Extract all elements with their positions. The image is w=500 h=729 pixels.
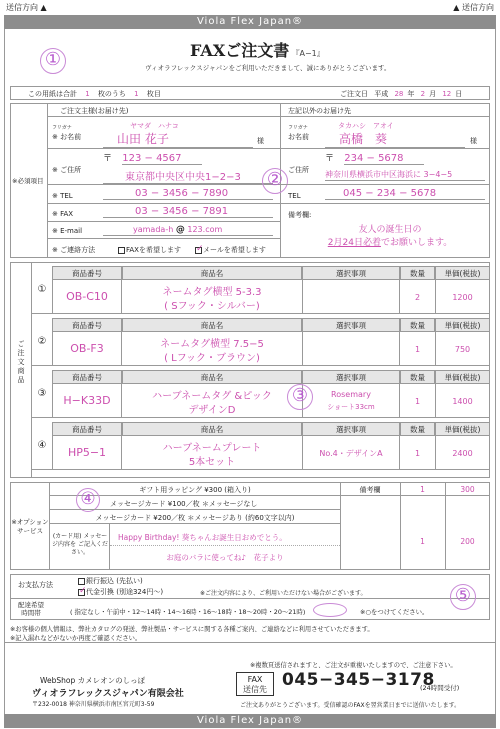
orderer-postal: 123 − 4567 — [122, 153, 201, 165]
pages-total: 1 — [85, 90, 90, 98]
order-date: ご注文日 平成 28 年 2 月 12 日 — [340, 90, 463, 98]
pages-label-c: 枚目 — [146, 90, 161, 98]
product-quantity: 1 — [414, 345, 421, 354]
recipient-name: 高橋 葵 — [325, 130, 465, 148]
product-option-line-1: Rosemary — [331, 390, 371, 399]
page-title — [190, 38, 325, 61]
product-name-line-2: 5本セット — [188, 457, 236, 468]
remarks-label: 備考欄 — [359, 486, 381, 494]
marker-circle-5: ⑤ — [450, 584, 476, 610]
recipient-postal: 234 − 5678 — [344, 153, 423, 165]
title-main: FAXご注文書 — [190, 41, 290, 60]
orderer-furigana: ヤマダ ハナコ — [130, 122, 179, 130]
gift-price: 300 — [460, 485, 475, 494]
product-number: OB-C10 — [66, 290, 108, 303]
product-unit-price: 2400 — [452, 449, 473, 458]
pages-label-b: 枚のうち — [97, 90, 126, 98]
card-message-label: (カード用) メッセージ内容を ご記入ください。 — [52, 533, 108, 556]
header-product-number: 商品番号 — [52, 422, 122, 436]
card-message-line-1: Happy Birthday! 葵ちゃんお誕生日おめでとう。 — [118, 533, 287, 542]
payment-bank-option[interactable]: 銀行振込 (先払い) — [78, 576, 143, 586]
product-index: ④ — [37, 440, 47, 451]
card-price: 200 — [460, 537, 475, 546]
products-side-label: ご注文商品 — [17, 340, 25, 385]
orderer-fax: 03 − 3456 − 7891 — [103, 206, 273, 218]
product-name-line-1: ハーブネームプレート — [162, 443, 262, 454]
payment-label: お支払方法 — [18, 581, 53, 589]
orderer-tel: 03 − 3456 − 7890 — [103, 188, 273, 200]
product-name-line-1: ハーブネームタグ &ピック — [152, 391, 272, 402]
orderer-header: ご注文主様(お届け先) — [60, 107, 129, 115]
recipient-note-1: 友人の誕生日の — [358, 225, 422, 235]
payment-cod-checkbox[interactable] — [78, 585, 87, 596]
header-quantity: 数量 — [400, 422, 435, 436]
payment-cod-option[interactable]: ✓ 代金引換 (別途324円〜) — [79, 585, 164, 596]
product-unit-price: 1200 — [452, 293, 473, 302]
product-quantity: 2 — [414, 293, 421, 302]
recipient-header: 左記以外のお届け先 — [288, 107, 351, 115]
brand-bar-bottom: Viola Flex Japan® — [4, 714, 496, 728]
product-index: ③ — [37, 388, 47, 399]
header-product-number: 商品番号 — [52, 266, 122, 280]
product-unit-price: 1400 — [452, 397, 473, 406]
product-name-line-2: ( Sフック・シルバー) — [164, 301, 260, 312]
header-product-name: 商品名 — [122, 370, 302, 384]
header-unit-price: 単価(税抜) — [435, 266, 490, 280]
orderer-name: 山田 花子 — [103, 130, 253, 148]
send-direction-right: ▲ 送信方向 — [453, 3, 494, 12]
fax-destination-badge: FAX 送信先 — [236, 672, 274, 696]
recipient-furigana: タカハシ アオイ — [338, 122, 394, 130]
card-qty: 1 — [420, 537, 425, 546]
product-quantity: 1 — [414, 397, 421, 406]
product-option-line-2: ショート33cm — [327, 403, 375, 411]
product-option-line-1: No.4・デザインA — [319, 449, 383, 458]
marker-circle-1: ① — [40, 48, 66, 74]
gift-wrapping: ギフト用ラッピング ¥300 (箱入り) — [139, 486, 251, 494]
contact-mail-option[interactable]: ✓ メールを希望します — [196, 243, 266, 254]
privacy-line-2: ※記入漏れなどがないか再度ご確認ください。 — [10, 635, 142, 642]
title-code: 『A−1』 — [291, 49, 325, 58]
check-mark-icon: ✓ — [196, 243, 204, 254]
header-unit-price: 単価(税抜) — [435, 370, 490, 384]
brand-bar-top: Viola Flex Japan® — [4, 15, 496, 29]
required-label: ※必須項目 — [12, 177, 44, 185]
header-product-number: 商品番号 — [52, 318, 122, 332]
shop-name: WebShop カメレオンのしっぽ — [40, 676, 146, 685]
payment-note: ※ご注文内容により、ご利用いただけない場合がございます。 — [200, 590, 367, 597]
footer-thanks: ご注文ありがとうございます。受信確認のFAXを翌営業日までに送信いたします。 — [240, 702, 461, 709]
message-card-text: メッセージカード ¥200／枚 ＊メッセージあり (約60文字以内) — [95, 514, 295, 522]
fax-number: 045−345−3178 — [282, 670, 435, 690]
recipient-tel: 045 − 234 − 5678 — [325, 188, 485, 200]
message-card-plain: メッセージカード ¥100／枚 ＊メッセージなし — [110, 500, 258, 508]
send-direction-left: 送信方向 ▲ — [6, 3, 47, 12]
footer-notice: ※複数頁送信されますと、ご注文が重複いたしますので、ご注意下さい。 — [250, 662, 457, 669]
header-quantity: 数量 — [400, 266, 435, 280]
payment-bank-checkbox[interactable] — [78, 578, 85, 585]
header-quantity: 数量 — [400, 370, 435, 384]
header-product-name: 商品名 — [122, 318, 302, 332]
header-unit-price: 単価(税抜) — [435, 318, 490, 332]
product-name-line-2: ( Lフック・ブラウン) — [164, 353, 260, 364]
recipient-note-2: 2月24日必着でお願いします。 — [327, 238, 453, 248]
product-index: ② — [37, 336, 47, 347]
company-address: 〒232-0018 神奈川県横浜市南区宮元町3-59 — [32, 701, 155, 708]
product-quantity: 1 — [414, 449, 421, 458]
header-product-number: 商品番号 — [52, 370, 122, 384]
pages-current: 1 — [134, 90, 139, 98]
product-unit-price: 750 — [454, 345, 471, 354]
card-message-line-2: お庭のバラに使ってね♪ 花子より — [166, 553, 284, 562]
product-number: H−K33D — [63, 394, 111, 407]
header-quantity: 数量 — [400, 318, 435, 332]
orderer-address: 東京都中央区中央1−2−3 — [103, 168, 273, 184]
marker-circle-2: ② — [262, 168, 288, 194]
company-name: ヴィオラフレックスジャパン有限会社 — [32, 689, 184, 699]
delivery-note: ※○をつけてください。 — [360, 608, 429, 616]
product-number: HP5−1 — [67, 446, 107, 459]
privacy-line-1: ※お客様の個人情報は、弊社カタログの発送、弊社製品・サービスに関する各種ご案内、ご連絡などに利用させていただきます。 — [10, 626, 374, 633]
header-product-name: 商品名 — [122, 266, 302, 280]
check-mark-icon: ✓ — [79, 585, 87, 596]
header-option: 選択事項 — [302, 266, 400, 280]
recipient-address: 神奈川県横浜市中区海浜に 3−4−5 — [325, 169, 485, 181]
product-number: OB-F3 — [70, 342, 104, 355]
marker-circle-4: ④ — [76, 488, 100, 512]
delivery-selected-ring — [313, 603, 347, 617]
orderer-email: yamada-h @ 123.com — [103, 225, 273, 236]
delivery-times: ( 指定なし・午前中・12〜14時・14〜16時・16〜18時・18〜20時・20〜21時) — [70, 608, 306, 616]
contact-mail-checkbox[interactable] — [195, 243, 204, 254]
header-option: 選択事項 — [302, 370, 400, 384]
header-option: 選択事項 — [302, 422, 400, 436]
gift-qty: 1 — [420, 485, 425, 494]
contact-fax-option[interactable]: FAXを希望します — [118, 245, 181, 255]
contact-fax-checkbox[interactable] — [118, 247, 125, 254]
header-option: 選択事項 — [302, 318, 400, 332]
product-name-line-2: デザインD — [188, 405, 236, 416]
header-product-name: 商品名 — [122, 422, 302, 436]
header-unit-price: 単価(税抜) — [435, 422, 490, 436]
marker-circle-3: ③ — [287, 384, 313, 410]
product-index: ① — [37, 284, 47, 295]
fax-hours: (24時間受付) — [420, 684, 460, 692]
product-name-line-1: ネームタグ横型 7.5−5 — [160, 339, 264, 350]
title-subtitle: ヴィオラフレックスジャパンをご利用いただきまして、誠にありがとうございます。 — [145, 64, 391, 72]
product-name-line-1: ネームタグ横型 5-3.3 — [162, 287, 262, 298]
options-side-label: ※オプション サービス — [11, 518, 49, 535]
delivery-label: 配達希望 時間帯 — [18, 601, 44, 617]
pages-label-a: この用紙は合計 — [28, 90, 77, 98]
